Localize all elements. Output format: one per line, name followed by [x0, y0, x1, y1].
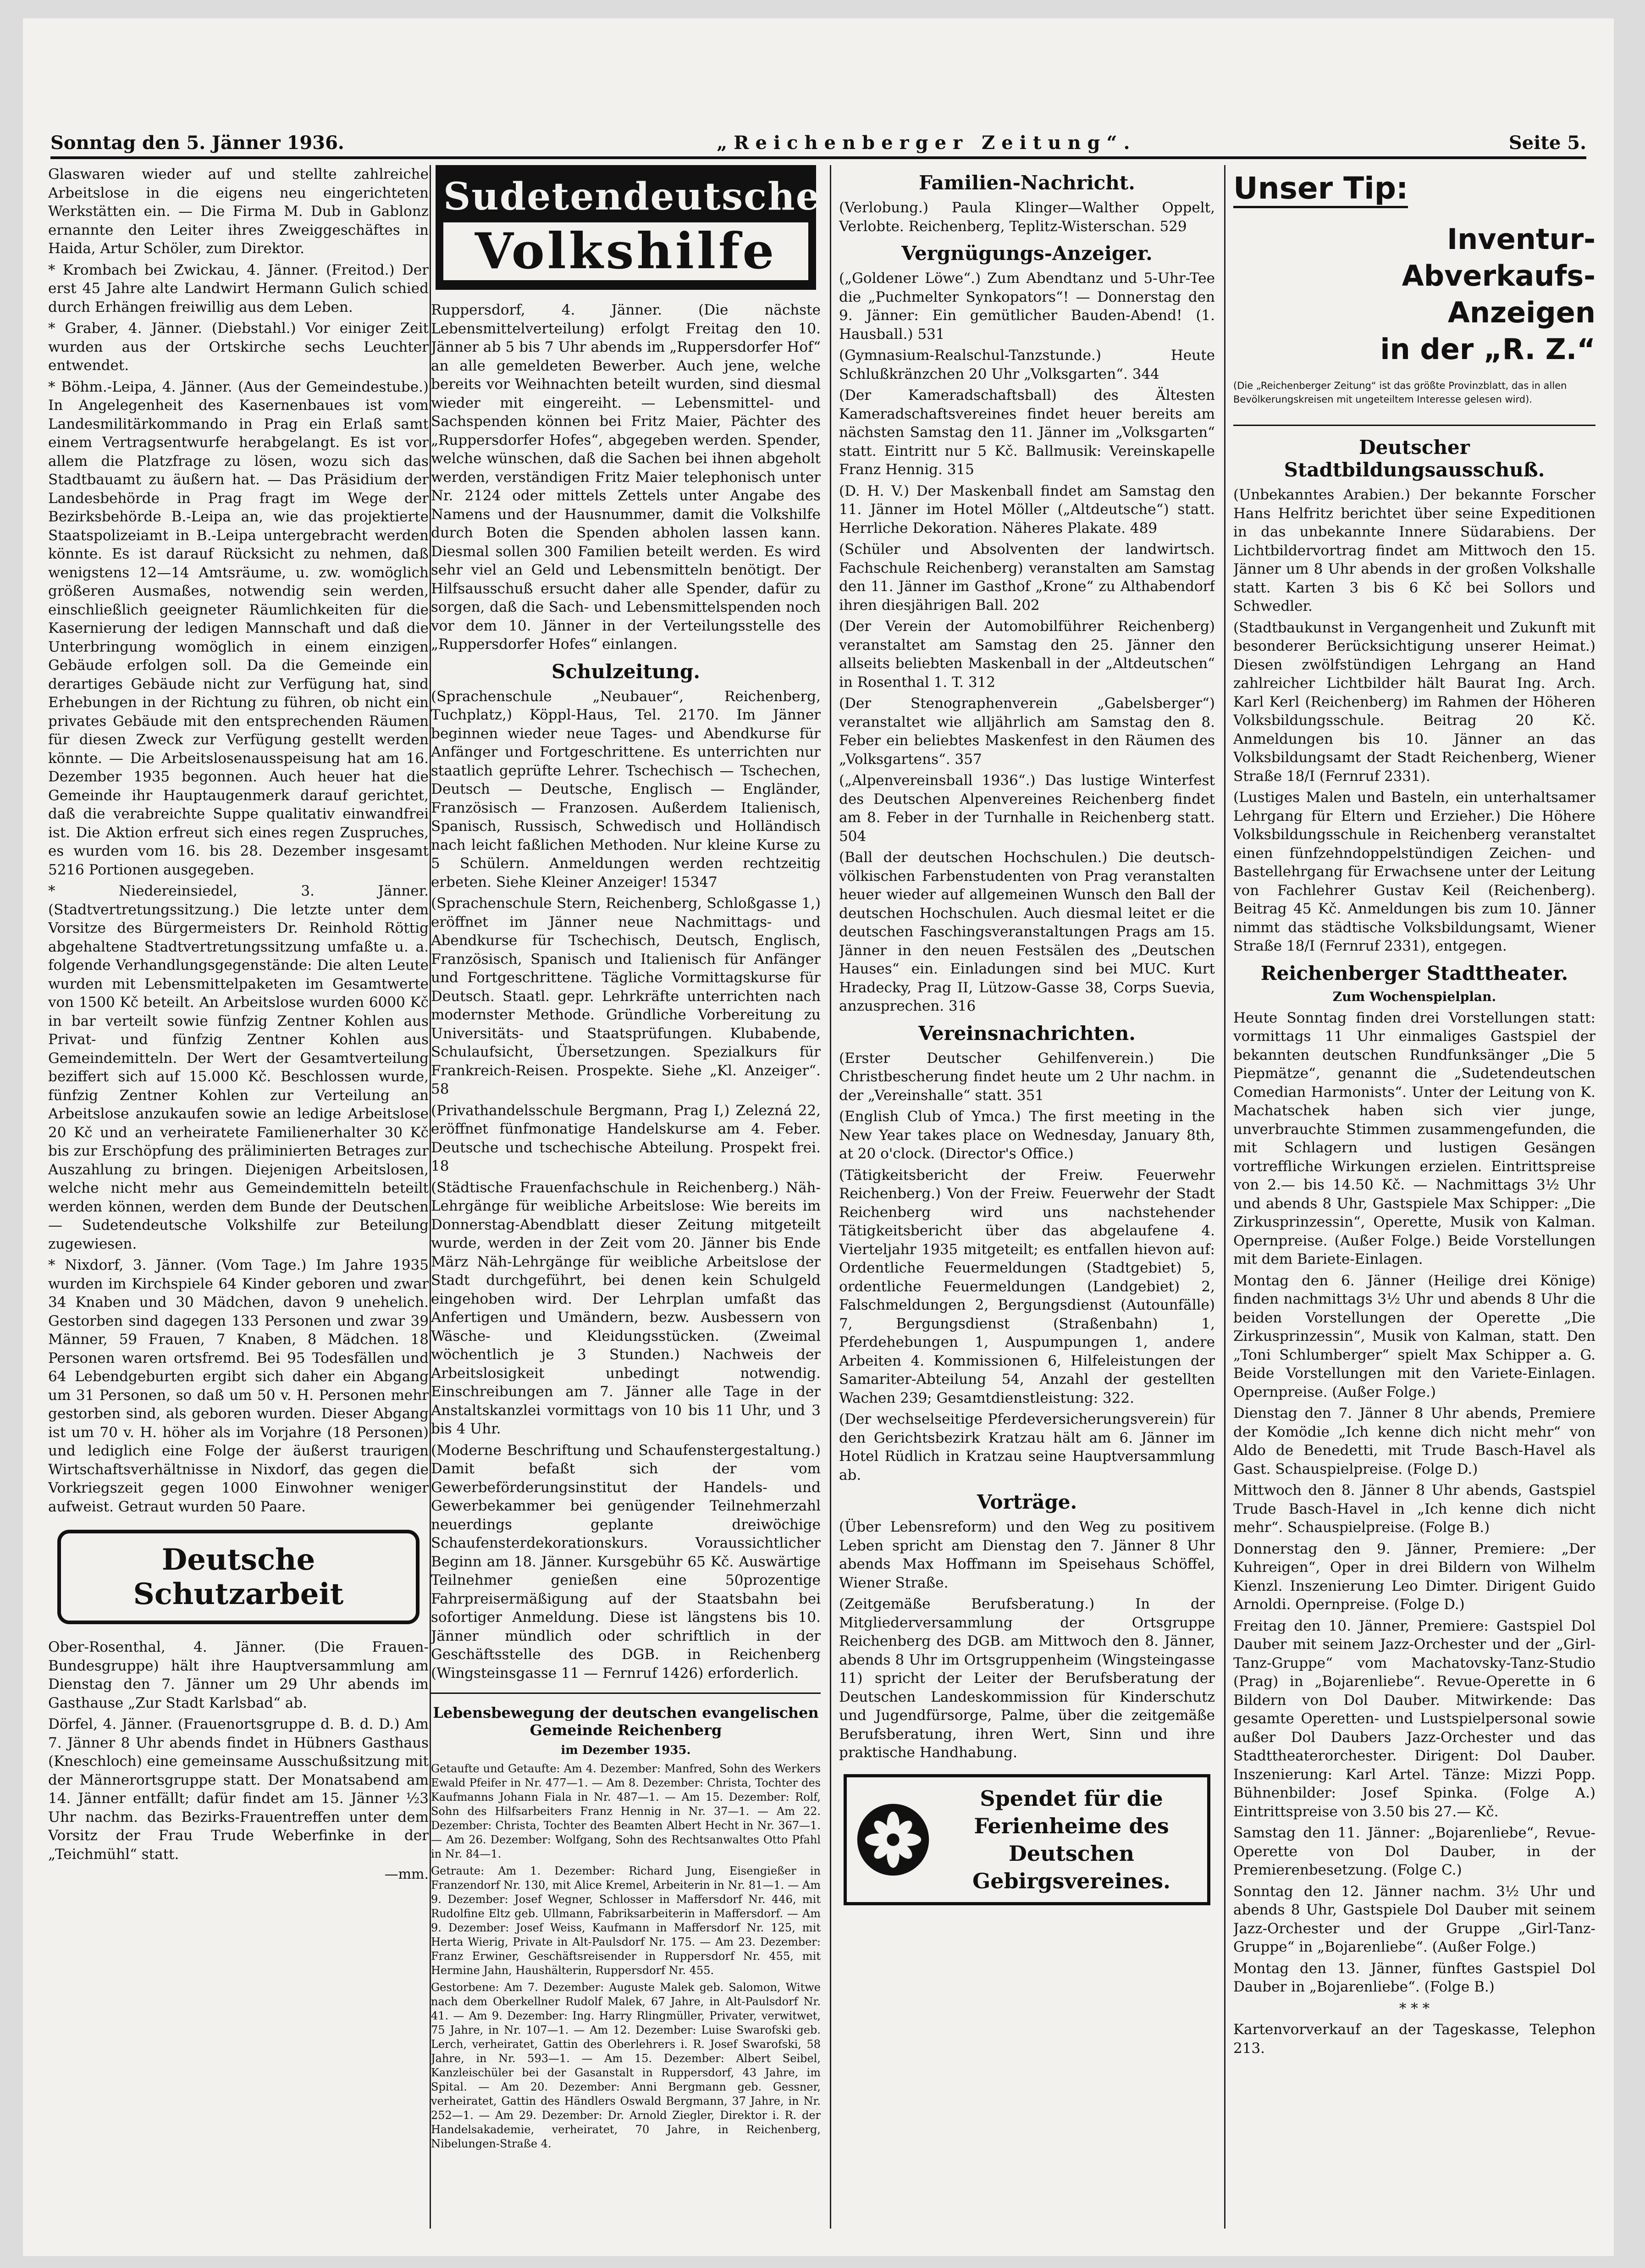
article-paragraph: Dörfel, 4. Jänner. (Frauenortsgruppe d. B. d. D.) Am 7. Jänner 8 Uhr abends findet in Hübners Gasthaus (Kneschloch) eine gemeinsame Ausschußsitzung mit der Männerortsgruppe statt. Der Monatsabend am 14. Jänner entfällt; dafür findet am 15. Jänner ½3 Uhr nachm. das Bezirks-Frauentreffen unter dem Vorsitz der Frau Trude Weberfinke in der „Teichmühl“ statt.	[48, 1716, 429, 1863]
ad-text: Spendet für die Ferienheime des Deutschen Gebirgsvereines.	[972, 1786, 1171, 1893]
article-paragraph: * Niedereinsiedel, 3. Jänner. (Stadtvertretungssitzung.) Die letzte unter dem Vorsitze des Bürgermeisters Dr. Reinhold Röttig abgehaltene Stadtvertretungssitzung umfaßte u. a. folgende Verhandlungsgegenstände: Die alten Leute wurden mit Lebensmittelpaketen im Gesamtwerte von 1500 Kč beteilt. An Arbeitslose wurden 6000 Kč in bar verteilt sowie fünfzig Zentner Kohlen aus Privat- und fünfzig Zentner Kohlen aus Gemeindemitteln. Der Wert der Gesamtverteilung beziffert sich auf 15.000 Kč. Beschlossen wurde, fünfzig Zentner Kohlen zur Verteilung an Arbeitslose anzukaufen sowie an ledige Arbeitslose 20 Kč und an verheiratete Familienerhalter 30 Kč bis zur Erschöpfung des präliminierten Betrages zur Auszahlung zu bringen. Diejenigen Arbeitslosen, welche nicht mehr aus Gemeindemitteln beteilt werden können, werden dem Bunde der Deutschen — Sudetendeutsche Volkshilfe zur Beteilung zugewiesen.	[48, 883, 429, 1252]
article-paragraph: (Sprachenschule „Neubauer“, Reichenberg, Tuchplatz,) Köppl-Haus, Tel. 2170. Im Jänner beginnen wieder neue Tages- und Abendkurse für Anfänger und Fortgeschrittene. Es unterrichten nur staatlich geprüfte Lehrer. Tschechisch — Tschechen, Deutsch — Deutsche, Englisch — Engländer, Französisch — Franzosen. Außerdem Italienisch, Spanisch, Russisch, Schwedisch und Holländisch nach leicht faßlichen Methoden. Nur kleine Kurse zu 5 Schülern. Anmeldungen werden rechtzeitig erbeten. Siehe Kleiner Anzeiger! 15347	[431, 688, 821, 891]
article-paragraph: (Der Kameradschaftsball) des Ältesten Kameradschaftsvereines findet heuer bereits am nächsten Samstag den 11. Jänner im „Volksgarten“ statt. Eintritt nur 5 Kč. Ballmusik: Vereinskapelle Franz Hennig. 315	[839, 387, 1215, 478]
article-paragraph: (Der Verein der Automobilführer Reichenberg) veranstaltet am Samstag den 25. Jänner den allseits beliebten Maskenball in der „Altdeutschen“ in Rosenthal 1. T. 312	[839, 618, 1215, 691]
article-paragraph: (Tätigkeitsbericht der Freiw. Feuerwehr Reichenberg.) Von der Freiw. Feuerwehr der Stadt Reichenberg wird uns nachstehender Tätigkeitsbericht über das abgelaufene 4. Vierteljahr 1935 mitgeteilt; es entfallen hievon auf: Ordentliche Feuermeldungen (Stadtgebiet) 5, ordentliche Feuermeldungen (Landgebiet) 2, Falschmeldungen 2, Bergungsdienst (Autounfälle) 7, Bergungsdienst (Straßenbahn) 1, Pferdehebungen 1, Auspumpungen 1, andere Arbeiten 4. Kommissionen 6, Hilfeleistungen der Samariter-Abteilung 54, Anzahl der gestellten Wachen 239; Gesamtdienstleistung: 322.	[839, 1167, 1215, 1406]
column-1	[48, 165, 429, 2229]
article-paragraph: (Lustiges Malen und Basteln, ein unterhaltsamer Lehrgang für Eltern und Erzieher.) Die Höhere Volksbildungsschule in Reichenberg veranstaltet einen fünfzehndoppelstündigen Zeichen- und Bastellehrgang für Erwachsene unter der Leitung von Fachlehrer Gustav Keil (Reichenberg). Beitrag 45 Kč. Anmeldungen bis zum 10. Jänner nimmt das städtische Volksbildungsamt, Wiener Straße 18/I (Fernruf 2331), entgegen.	[1233, 789, 1595, 954]
article-paragraph: * Graber, 4. Jänner. (Diebstahl.) Vor einiger Zeit wurden aus der Ortskirche sechs Leuchter entwendet.	[48, 320, 429, 374]
article-paragraph: Ruppersdorf, 4. Jänner. (Die nächste Lebensmittelverteilung) erfolgt Freitag den 10. Jänner ab 5 bis 7 Uhr abends im „Ruppersdorfer Hof“ an alle gemeldeten Bewerber. Auch jene, welche bereits vor Weihnachten beteilt wurden, sind diesmal wieder mit eingereiht. — Lebensmittel- und Sachspenden können bei Fritz Maier, Pächter des „Ruppersdorfer Hofes“, abgegeben werden. Spender, welche wünschen, daß die Sachen bei ihnen abgeholt werden, verständigen Fritz Maier telephonisch unter Nr. 2124 oder mittels Zettels unter Angabe des Namens und der Hausnummer, damit die Volkshilfe durch Boten die Spenden abholen lassen kann. Diesmal sollen 300 Familien beteilt werden. Es wird sehr viel an Geld und Lebensmitteln benötigt. Der Hilfsausschuß ersucht daher alle Spender, dafür zu sorgen, daß die Sach- und Lebensmittelspenden noch vor dem 10. Jänner in der Verteilungsstelle des „Ruppersdorfer Hofes“ einlangen.	[431, 302, 821, 653]
article-paragraph: (Schüler und Absolventen der landwirtsch. Fachschule Reichenberg) veranstalten am Samstag den 11. Jänner im Gasthof „Krone“ zu Althabendorf ihren diesjährigen Ball. 202	[839, 541, 1215, 614]
article-paragraph: Montag den 6. Jänner (Heilige drei Könige) finden nachmittags 3½ Uhr und abends 8 Uhr die beiden Vorstellungen der Operette „Die Zirkusprinzessin“, Musik von Kalman, statt. Den „Toni Schlumberger“ spielt Max Schipper a. G. Beide Vorstellungen mit den Variete-Einlagen. Opernpreise. (Außer Folge.)	[1233, 1272, 1595, 1400]
article-paragraph: (Zeitgemäße Berufsberatung.) In der Mitgliederversammlung der Ortsgruppe Reichenberg des DGB. am Mittwoch den 8. Jänner, abends 8 Uhr im Ortsgruppenheim (Wingsteingasse 11) spricht der Leiter der Berufsberatung der Deutschen Landeskommission für Kinderschutz und Jugendfürsorge, Palme, über die zeitgemäße Berufsberatung, ihren Wert, Sinn und ihre praktische Handhabung.	[839, 1596, 1215, 1761]
volkshilfe-masthead	[436, 165, 821, 290]
tip-line: in der „R. Z.“	[1380, 332, 1595, 366]
column-divider	[830, 165, 831, 2229]
article-paragraph: (English Club of Ymca.) The first meeting in the New Year takes place on Wednesday, January 8th, at 20 o'clock. (Director's Office.)	[839, 1108, 1215, 1162]
section-subheading: Zum Wochenspielplan.	[1332, 989, 1496, 1004]
article-paragraph: Gestorbene: Am 7. Dezember: Auguste Malek geb. Salomon, Witwe nach dem Oberkellner Rudolf Malek, 67 Jahre, in Alt-Paulsdorf Nr. 41. — Am 9. Dezember: Ing. Harry Rlingmüller, Privater, verwitwet, 75 Jahre, in Nr. 107—1. — Am 12. Dezember: Luise Swarofski geb. Lerch, verheiratet, Gattin des Oberlehrers i. R. Josef Swarofski, 58 Jahre, in Nr. 593—1. — Am 15. Dezember: Albert Seibel, Kanzleischüler bei der Gasanstalt in Ruppersdorf, 43 Jahre, im Spital. — Am 20. Dezember: Anni Bergmann geb. Gessner, verheiratet, Gattin des Händlers Oswald Bergmann, 37 Jahre, in Nr. 252—1. — Am 29. Dezember: Dr. Arnold Ziegler, Direktor i. R. der Handelsakademie, verheiratet, 70 Jahre, in Reichenberg, Nibelungen-Straße 4.	[431, 1981, 821, 2150]
section-heading: Vereinsnachrichten.	[918, 1022, 1136, 1045]
article-paragraph: (Moderne Beschriftung und Schaufenstergestaltung.) Damit befaßt sich der vom Gewerbeförderungsinstitut der Handels- und Gewerbekammer bei genügender Teilnehmerzahl neuerdings geplante dreiwöchige Schaufensterdekorationskurs. Voraussichtlicher Beginn am 18. Jänner. Kursgebühr 65 Kč. Auswärtige Teilnehmer genießen eine 50prozentige Fahrpreisermäßigung auf der Staatsbahn bei sofortiger Anmeldung. Diese ist längstens bis 10. Jänner mündlich oder schriftlich in der Geschäftsstelle des DGB. in Reichenberg (Wingsteinsgasse 11 — Fernruf 1426) erforderlich.	[431, 1442, 821, 1682]
column-divider	[1224, 165, 1225, 2229]
volkshilfe-line-1: Sudetendeutsche	[443, 175, 821, 219]
gebirgsverein-ad	[844, 1774, 1210, 1905]
column-4	[1233, 165, 1595, 2229]
header-page-number: Seite 5.	[1508, 132, 1586, 154]
article-paragraph: Kartenvorverkauf an der Tageskasse, Telephon 213.	[1233, 2021, 1595, 2057]
article-paragraph: (Stadtbaukunst in Vergangenheit und Zukunft mit besonderer Berücksichtigung unserer Heimat.) Diesen zwölfstündigen Lehrgang an Hand zahlreicher Lichtbilder hält Baurat Ing. Arch. Karl Kerl (Reichenberg) im Rahmen der Höheren Volksbildungsschule. Beitrag 20 Kč. Anmeldungen bis 10. Jänner an das Volksbildungsamt der Stadt Reichenberg, Wiener Straße 18/I (Fernruf 2331).	[1233, 619, 1595, 785]
article-paragraph: Heute Sonntag finden drei Vorstellungen statt: vormittags 11 Uhr einmaliges Gastspiel der bekannten deutschen Rundfunksänger „Die 5 Piepmätze“, genannt die „Sudetendeutschen Comedian Harmonists“. Unter der Leitung von K. Machatschek haben sich vier junge, unverbrauchte Stimmen zusammengefunden, die mit Schlagern und lustigen Gesängen vortreffliche Wirkungen erzielen. Eintrittspreise von 2.— bis 14.50 Kč. — Nachmittags 3½ Uhr und abends 8 Uhr, Gastspiele Max Schipper: „Die Zirkusprinzessin“, Operette, Musik von Kalman. Opernpreise. (Außer Folge.) Beide Vorstellungen mit dem Bariete-Einlagen.	[1233, 1009, 1595, 1267]
article-paragraph: Getraute: Am 1. Dezember: Richard Jung, Eisengießer in Franzendorf Nr. 130, mit Alice Kremel, Arbeiterin in Nr. 81—1. — Am 9. Dezember: Josef Wegner, Schlosser in Maffersdorf Nr. 446, mit Rudolfine Eltz geb. Ullmann, Fabriksarbeiterin in Maffersdorf. — Am 9. Dezember: Josef Weiss, Kaufmann in Maffersdorf Nr. 125, mit Herta Wierig, Private in Alt-Paulsdorf Nr. 175. — Am 23. Dezember: Franz Erwiner, Geschäftsreisender in Ruppersdorf Nr. 455, mit Hermine Jahn, Haushälterin, Ruppersdorf Nr. 455.	[431, 1864, 821, 1977]
section-subheading: im Dezember 1935.	[561, 1743, 691, 1757]
article-paragraph: (Der Stenographenverein „Gabelsberger“) veranstaltet wie alljährlich am Samstag den 8. Feber ein beliebtes Maskenfest in den Räumen des „Volksgartens“. 357	[839, 695, 1215, 768]
article-paragraph: Ober-Rosenthal, 4. Jänner. (Die Frauen-Bundesgruppe) hält ihre Hauptversammlung am Dienstag den 7. Jänner um 29 Uhr abends im Gasthause „Zur Stadt Karlsbad“ ab.	[48, 1639, 429, 1711]
article-paragraph: Glaswaren wieder auf und stellte zahlreiche Arbeitslose in die eigens neu eingerichteten Werkstätten ein. — Die Firma M. Dub in Gablonz ernannte den Leiter ihres Zweiggeschäftes in Haida, Artur Schöler, zum Direktor.	[48, 166, 429, 257]
tip-ad	[1233, 221, 1595, 368]
asterisk-divider: * * *	[1399, 2000, 1430, 2017]
article-paragraph: (Der wechselseitige Pferdeversicherungsverein) für den Gerichtsbezirk Kratzau hält am 6. Jänner im Hotel Rüdlich in Kratzau seine Hauptversammlung ab.	[839, 1411, 1215, 1483]
article-paragraph: Dienstag den 7. Jänner 8 Uhr abends, Premiere der Komödie „Ich kenne dich nicht mehr“ von Aldo de Benedetti, mit Trude Basch-Havel als Gast. Schauspielpreise. (Folge D.)	[1233, 1405, 1595, 1477]
header-date: Sonntag den 5. Jänner 1936.	[50, 132, 344, 154]
article-paragraph: Sonntag den 12. Jänner nachm. 3½ Uhr und abends 8 Uhr, Gastspiele Dol Dauber mit seinem Jazz-Orchester und der Gruppe „Girl-Tanz-Gruppe“ in „Bojarenliebe“. (Außer Folge.)	[1233, 1883, 1595, 1955]
schutzarbeit-heading: Deutsche Schutzarbeit	[57, 1530, 420, 1624]
article-paragraph: („Alpenvereinsball 1936“.) Das lustige Winterfest des Deutschen Alpenvereines Reichenberg findet am 8. Feber in der Turnhalle in Reichenberg statt. 504	[839, 772, 1215, 845]
article-paragraph: Getaufte und Getaufte: Am 4. Dezember: Manfred, Sohn des Werkers Ewald Pfeifer in Nr. 477—1. — Am 8. Dezember: Christa, Tochter des Kaufmanns Johann Fiala in Nr. 487—1. — Am 15. Dezember: Rolf, Sohn des Hilfsarbeiters Franz Hennig in Nr. 37—1. — Am 22. Dezember: Christa, Tochter des Beamten Albert Hecht in Nr. 367—1. — Am 26. Dezember: Wolfgang, Sohn des Rechtsanwaltes Otto Pfahl in Nr. 84—1.	[431, 1762, 821, 1860]
tip-line: Inventur-	[1447, 222, 1595, 256]
page-header	[50, 117, 1586, 159]
article-paragraph: (D. H. V.) Der Maskenball findet am Samstag den 11. Jänner im Hotel Möller („Altdeutsche“) statt. Herrliche Dekoration. Näheres Plakate. 489	[839, 482, 1215, 537]
article-paragraph: (Gymnasium-Realschul-Tanzstunde.) Heute Schlußkränzchen 20 Uhr „Volksgarten“. 344	[839, 347, 1215, 382]
column-3	[839, 165, 1215, 2229]
newspaper-page	[23, 18, 1614, 2256]
article-paragraph: (Ball der deutschen Hochschulen.) Die deutsch-völkischen Farbenstudenten von Prag veranstalten heuer wieder auf allgemeinen Wunsch den Ball der deutschen Hochschulen. Auch diesmal leitet er die deutschen Faschingsveranstaltungen Prags am 15. Jänner in den neuen Festsälen des „Deutschen Hauses“ ein. Einladungen sind bei MUC. Kurt Hradecky, Prag II, Lützow-Gasse 38, Corps Suevia, anzusprechen. 316	[839, 849, 1215, 1014]
article-paragraph: Samstag den 11. Jänner: „Bojarenliebe“, Revue-Operette von Dol Dauber, in der Premierenbesetzung. (Folge C.)	[1233, 1825, 1595, 1878]
article-paragraph: (Verlobung.) Paula Klinger—Walther Oppelt, Verlobte. Reichenberg, Teplitz-Wisterschan. 529	[839, 199, 1215, 235]
column-2	[431, 165, 821, 2229]
author-signature: —mm.	[384, 1866, 429, 1882]
article-paragraph: (Städtische Frauenfachschule in Reichenberg.) Näh-Lehrgänge für weibliche Arbeitslose: Wie bereits im Donnerstag-Abendblatt dieser Zeitung mitgeteilt wurde, werden in der Zeit vom 20. Jänner bis Ende März Näh-Lehrgänge für weibliche Arbeitslose der Stadt durchgeführt, bei denen kein Schulgeld eingehoben wird. Der Lehrplan umfaßt das Anfertigen und Umändern, bezw. Ausbessern von Wäsche- und Kleidungsstücken. (Zweimal wöchentlich je 3 Stunden.) Nachweis der Arbeitslosigkeit unbedingt notwendig. Einschreibungen am 7. Jänner alle Tage in der Anstaltskanzlei vormittags von 10 bis 11 Uhr, und 3 bis 4 Uhr.	[431, 1179, 821, 1437]
tip-note: (Die „Reichenberger Zeitung“ ist das größte Provinzblatt, das in allen Bevölkerungskreisen mit ungeteiltem Interesse gelesen wird).	[1233, 380, 1567, 405]
tip-heading: Unser Tip:	[1233, 171, 1408, 208]
edelweiss-emblem-icon	[854, 1801, 932, 1879]
section-heading: Vorträge.	[977, 1491, 1077, 1513]
article-paragraph: * Böhm.-Leipa, 4. Jänner. (Aus der Gemeindestube.) In Angelegenheit des Kasernenbaues ist vom Landesmilitärkommando in Prag ein Erlaß samt einem Vertragsentwurfe herabgelangt. Es ist vor allem die Platzfrage zu lösen, wozu sich das Stadtbauamt zu äußern hat. — Das Präsidium der Landesbehörde in Prag fragt im Wege der Bezirksbehörde B.-Leipa an, wie das projektierte Staatspolizeiamt in B.-Leipa untergebracht werden könnte. Es ist darauf Rücksicht zu nehmen, daß wenigstens 12—14 Amtsräume, u. zw. womöglich größeren Ausmaßes, notwendig sein werden, einschließlich geeigneter Räumlichkeiten für die Kasernierung der ledigen Mannschaft und daß die Unterbringung womöglich in einem einzigen Gebäude erfolgen soll. Da die Gemeinde ein derartiges Gebäude nicht zur Verfügung hat, sind Erhebungen in der Richtung zu führen, ob nicht ein privates Gebäude mit den entsprechenden Räumen für diesen Zweck zur Verfügung gestellt werden könnte. — Die Arbeitslosenausspeisung hat am 16. Dezember 1935 begonnen. Auch heuer hat die Gemeinde ihr Hauptaugenmerk darauf gerichtet, daß die verabreichte Suppe qualitativ einwandfrei ist. Die Aktion erfreut sich eines regen Zuspruches, es wurden vom 16. bis 28. Dezember insgesamt 5216 Portionen ausgegeben.	[48, 378, 429, 878]
section-heading: Deutscher Stadtbildungsausschuß.	[1284, 436, 1545, 481]
article-paragraph: (Erster Deutscher Gehilfenverein.) Die Christbescherung findet heute um 2 Uhr nachm. in der „Vereinshalle“ statt. 351	[839, 1050, 1215, 1104]
section-heading: Vergnügungs-Anzeiger.	[901, 242, 1153, 265]
header-title: „Reichenberger Zeitung“.	[717, 132, 1137, 154]
article-paragraph: (Sprachenschule Stern, Reichenberg, Schloßgasse 1,) eröffnet im Jänner neue Nachmittags- und Abendkurse für Tschechisch, Deutsch, Englisch, Französisch, Spanisch und Italienisch für Anfänger und Fortgeschrittene. Tägliche Vormittagskurse für Deutsch. Staatl. gepr. Lehrkräfte unterrichten nach modernster Methode. Gründliche Vorbereitung zu Universitäts- und Staatsprüfungen. Klubabende, Schulaufsicht, Übersetzungen. Spezialkurs für Frankreich-Reisen. Prospekte. Siehe „Kl. Anzeiger“. 58	[431, 895, 821, 1097]
section-heading: Familien-Nachricht.	[919, 171, 1135, 194]
separator-rule	[1233, 425, 1595, 426]
article-paragraph: („Goldener Löwe“.) Zum Abendtanz und 5-Uhr-Tee die „Puchmelter Synkopators“! — Donnerstag den 9. Jänner: Ein gemütlicher Bauden-Abend! (1. Hausball.) 531	[839, 270, 1215, 343]
article-paragraph: (Privathandelsschule Bergmann, Prag I,) Zelezná 22, eröffnet fünfmonatige Handelskurse am 4. Feber. Deutsche und tschechische Abteilung. Prospekt frei. 18	[431, 1102, 821, 1174]
tip-line: Anzeigen	[1447, 296, 1595, 329]
article-paragraph: Mittwoch den 8. Jänner 8 Uhr abends, Gastspiel Trude Basch-Havel in „Ich kenne dich nicht mehr“. Schauspielpreise. (Folge B.)	[1233, 1482, 1595, 1536]
article-paragraph: Donnerstag den 9. Jänner, Premiere: „Der Kuhreigen“, Oper in drei Bildern von Wilhelm Kienzl. Inszenierung Leo Dimter. Dirigent Guido Arnoldi. Opernpreise. (Folge D.)	[1233, 1540, 1595, 1613]
article-paragraph: (Unbekanntes Arabien.) Der bekannte Forscher Hans Helfritz berichtet über seine Expeditionen in das unbekannte Innere Südarabiens. Der Lichtbildervortrag findet am Mittwoch den 15. Jänner um 8 Uhr abends in der großen Volkshalle statt. Karten 3 bis 6 Kč bei Sollors und Schwedler.	[1233, 487, 1595, 614]
article-paragraph: Montag den 13. Jänner, fünftes Gastspiel Dol Dauber in „Bojarenliebe“. (Folge B.)	[1233, 1960, 1595, 1995]
section-heading: Reichenberger Stadttheater.	[1260, 962, 1568, 985]
article-paragraph: * Nixdorf, 3. Jänner. (Vom Tage.) Im Jahre 1935 wurden im Kirchspiele 64 Kinder geboren und zwar 34 Knaben und 30 Mädchen, davon 9 unehelich. Gestorben sind dagegen 133 Personen und zwar 39 Männer, 59 Frauen, 7 Knaben, 8 Mädchen. 18 Personen waren ortsfremd. Bei 95 Todesfällen und 64 Lebendgeburten ergibt sich daher ein Abgang um 31 Personen, so daß um 50 v. H. Personen mehr gestorben sind, als geboren wurden. Dieser Abgang ist um 70 v. H. höher als im Vorjahre (18 Personen) und lediglich eine Folge der äußerst traurigen Wirtschaftsverhältnisse in Nixdorf, das gegen die Vorkriegszeit gegen 1000 Einwohner weniger aufweist. Getraut wurden 50 Paare.	[48, 1257, 429, 1515]
article-paragraph: Freitag den 10. Jänner, Premiere: Gastspiel Dol Dauber mit seinem Jazz-Orchester und der „Girl-Tanz-Gruppe“ vom Machatovsky-Tanz-Studio (Prag) in „Bojarenliebe“. Revue-Operette in 6 Bildern von Dol Dauber. Mitwirkende: Das gesamte Operetten- und Lustspielpersonal sowie außer Dol Daubers Jazz-Orchester und das Stadttheaterorchester. Dirigent: Dol Dauber. Inszenierung: Karl Artel. Tänze: Mizzi Popp. Bühnenbilder: Josef Spinka. (Folge A.) Eintrittspreise von 3.50 bis 27.— Kč.	[1233, 1617, 1595, 1820]
section-heading: Lebensbewegung der deutschen evangelischen Gemeinde Reichenberg	[433, 1704, 819, 1739]
tip-line: Abverkaufs-	[1402, 259, 1595, 293]
volkshilfe-line-2: Volkshilfe	[443, 222, 808, 280]
separator-rule	[431, 1693, 821, 1694]
section-heading: Schulzeitung.	[552, 660, 700, 683]
article-paragraph: (Über Lebensreform) und den Weg zu positivem Leben spricht am Dienstag den 7. Jänner 8 Uhr abends Max Hoffmann im Speisehaus Schöffel, Wiener Straße.	[839, 1519, 1215, 1591]
article-paragraph: * Krombach bei Zwickau, 4. Jänner. (Freitod.) Der erst 45 Jahre alte Landwirt Hermann Gulich schied durch Erhängen freiwillig aus dem Leben.	[48, 261, 429, 315]
